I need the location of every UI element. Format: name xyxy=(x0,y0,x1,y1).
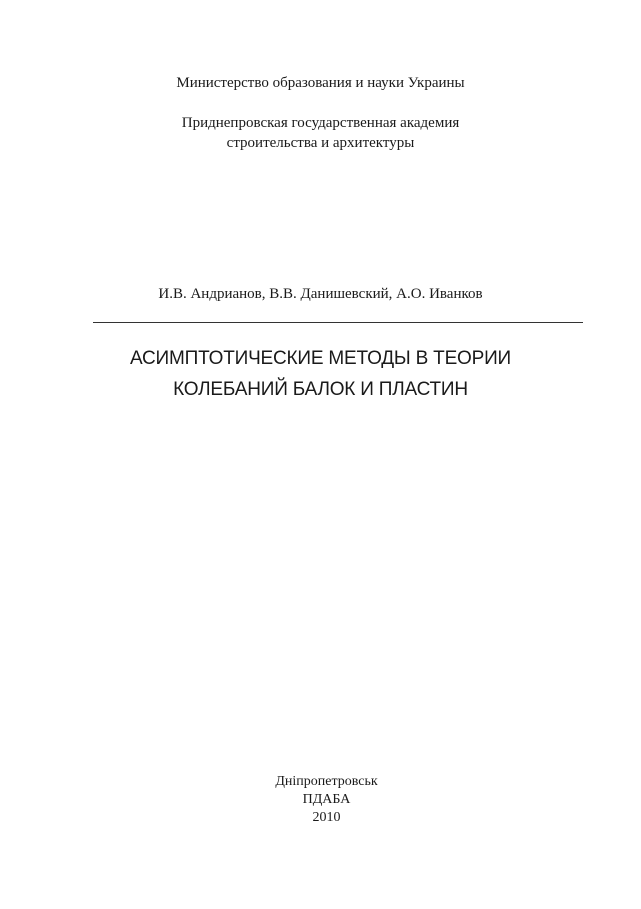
horizontal-divider xyxy=(93,322,583,323)
book-title-line-1: АСИМПТОТИЧЕСКИЕ МЕТОДЫ В ТЕОРИИ xyxy=(129,348,512,369)
academy-name xyxy=(0,113,641,153)
imprint xyxy=(6,773,641,827)
book-title-line-2: КОЛЕБАНИЙ БАЛОК И ПЛАСТИН xyxy=(173,379,468,400)
book-title xyxy=(0,343,641,405)
ministry-name xyxy=(0,74,641,92)
academy-line-2: строительства и архитектуры xyxy=(226,135,415,151)
imprint-publisher: ПДАБА xyxy=(302,792,351,807)
imprint-year: 2010 xyxy=(312,810,341,825)
ministry-line: Министерство образования и науки Украины xyxy=(176,75,465,91)
academy-line-1: Приднепровская государственная академия xyxy=(181,115,460,131)
authors-line: И.В. Андрианов, В.В. Данишевский, А.О. Иванков xyxy=(158,286,483,302)
imprint-city: Дніпропетровськ xyxy=(275,774,378,789)
